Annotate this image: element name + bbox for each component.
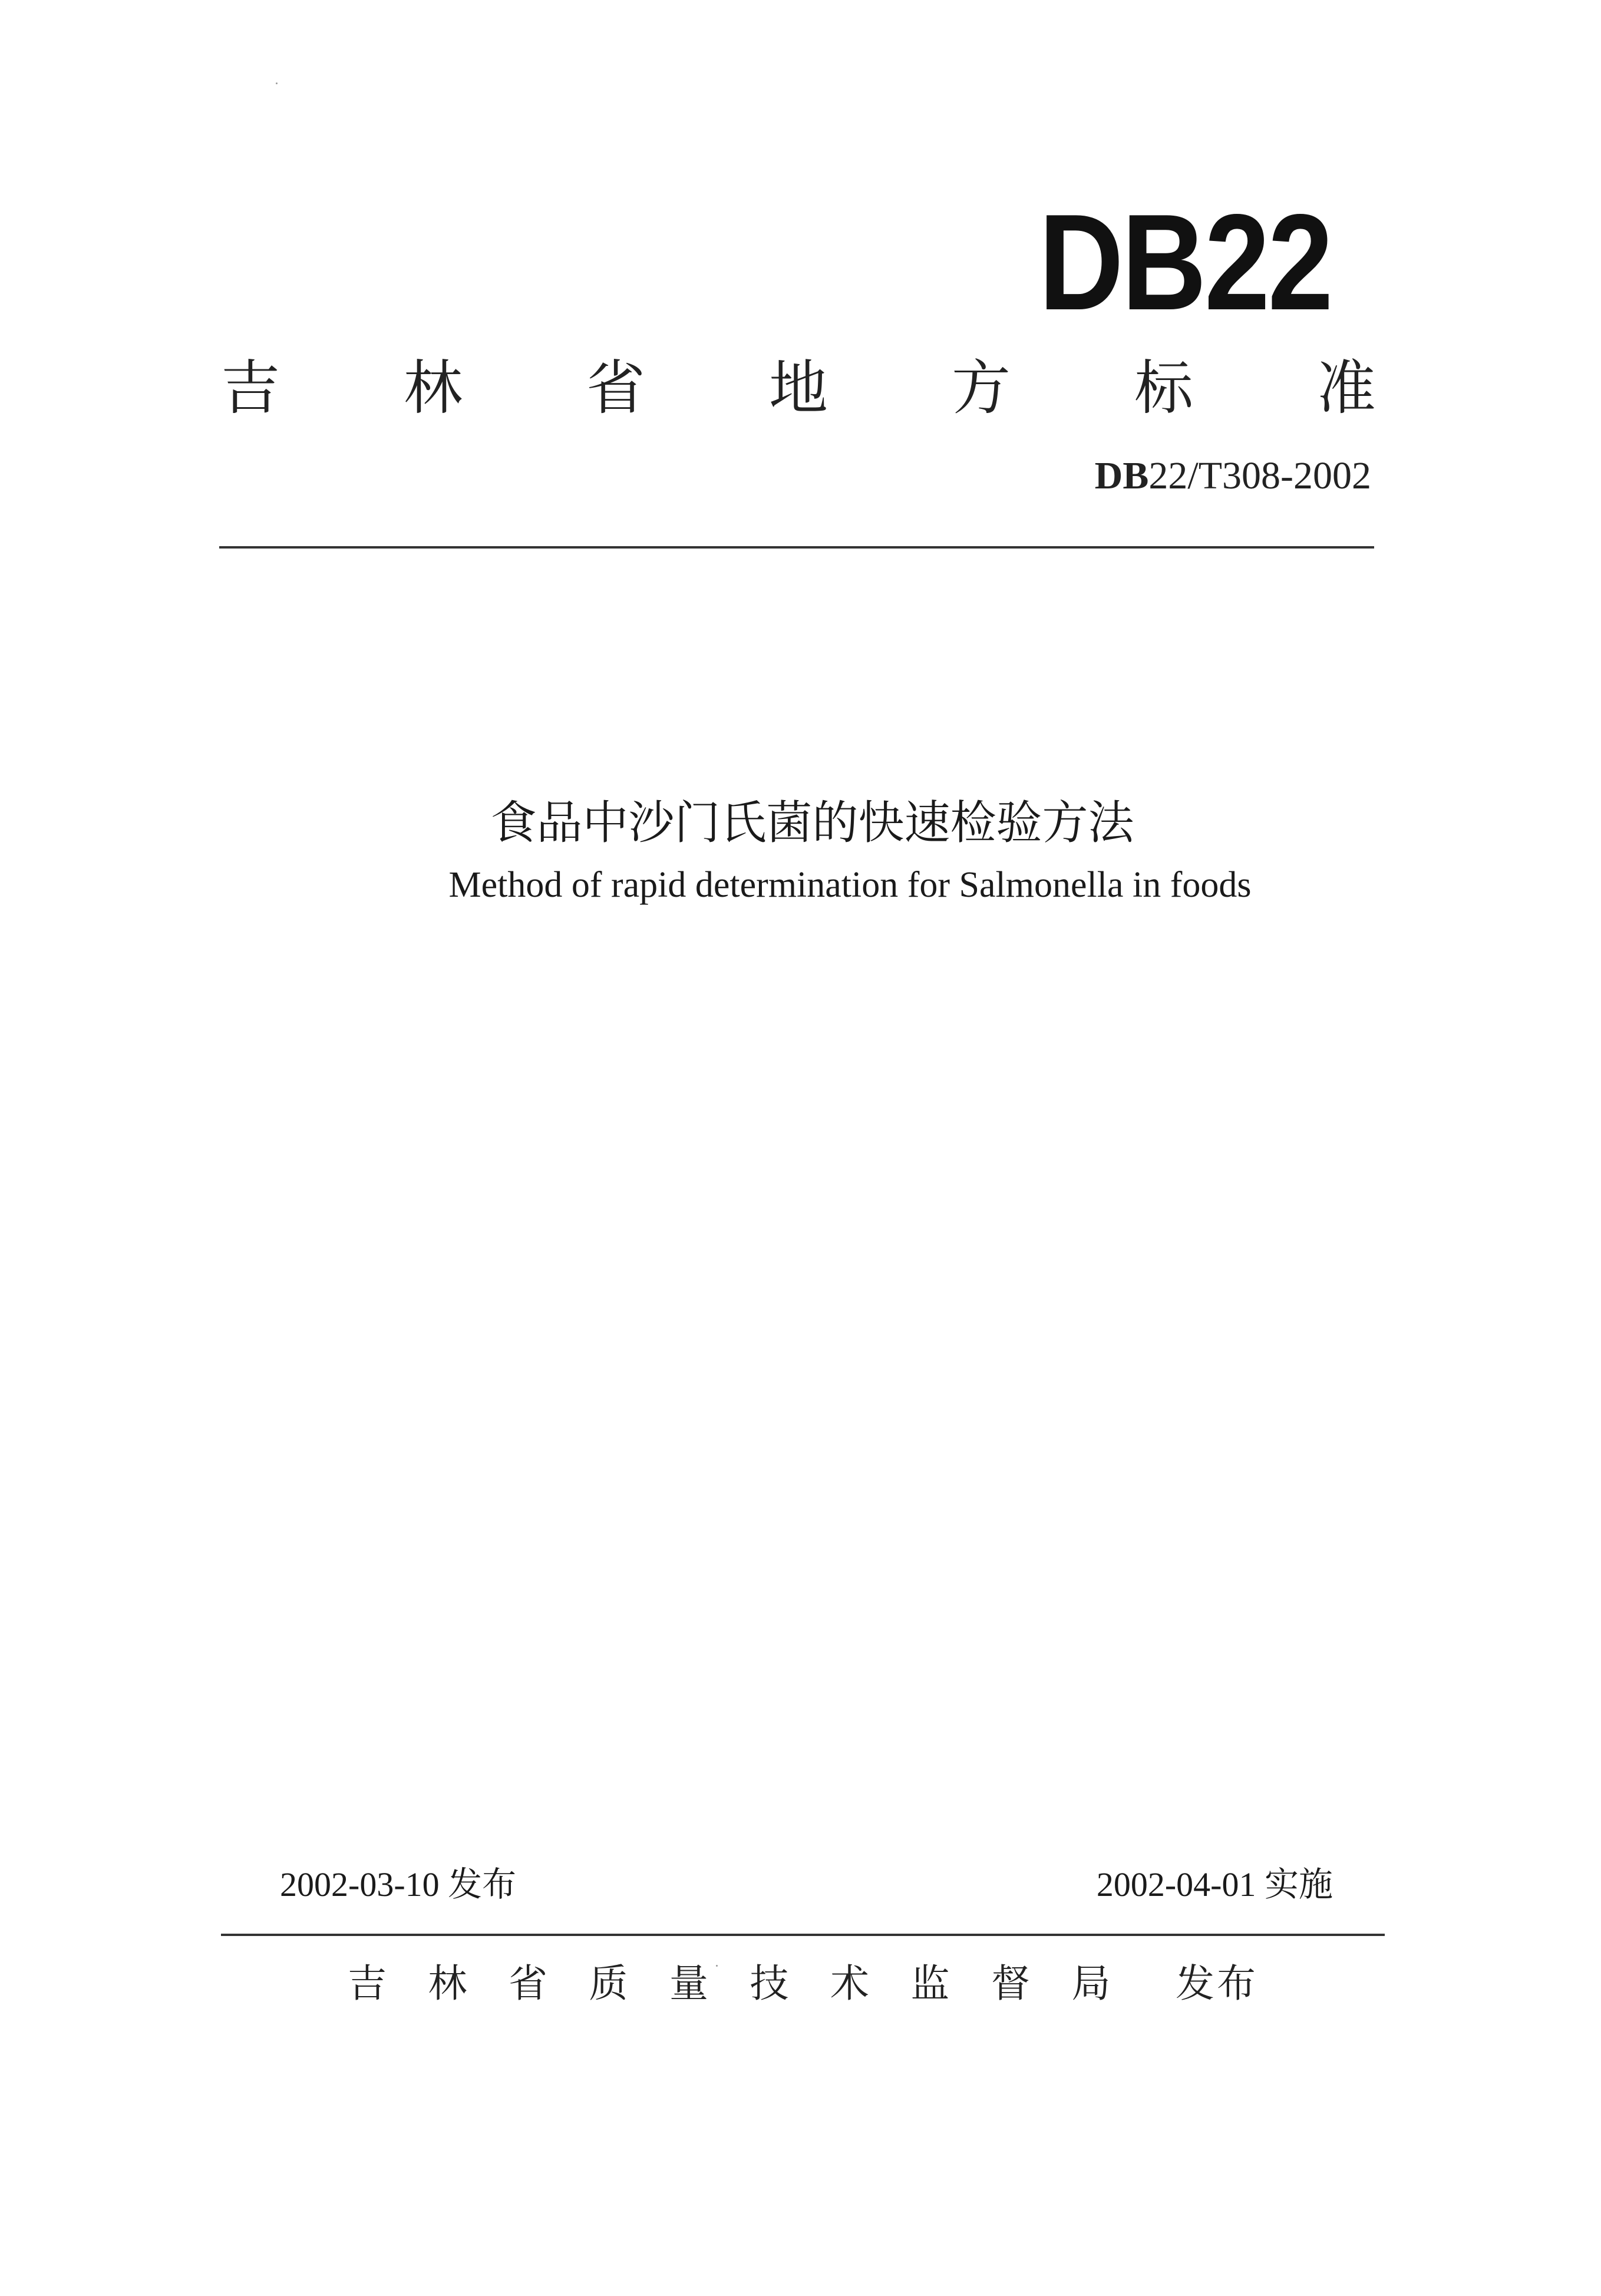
publisher-char: 量	[669, 1960, 708, 2006]
title-char: 方	[952, 354, 1011, 422]
publisher-char: 督	[991, 1960, 1030, 2006]
document-title-english: Method of rapid determination for Salmonella in foods	[448, 865, 1252, 905]
publisher-char: 吉	[348, 1960, 387, 2006]
scan-speck	[276, 82, 278, 84]
footer-divider	[221, 1934, 1385, 1936]
publisher-char: 技	[750, 1960, 789, 2006]
title-char: 林	[404, 354, 463, 422]
publish-label: 发布	[1176, 1960, 1258, 2006]
publisher-char: 监	[910, 1960, 950, 2006]
title-char: 标	[1134, 354, 1193, 422]
standard-type-title	[221, 342, 1376, 424]
publisher-char: 质	[589, 1960, 628, 2006]
publisher-char: 术	[830, 1960, 869, 2006]
publisher-char: 省	[509, 1960, 547, 2006]
effective-date: 2002-04-01 实施	[1096, 1865, 1333, 1904]
title-char: 地	[769, 354, 828, 422]
standard-code-logo: DB22	[1038, 186, 1331, 339]
publisher-char: 林	[428, 1960, 467, 2006]
title-char: 吉	[221, 354, 280, 422]
issue-date: 2002-03-10 发布	[280, 1865, 517, 1904]
publisher-line	[348, 1950, 1258, 2009]
standard-number	[1094, 454, 1371, 497]
scan-speck	[716, 1965, 718, 1967]
standard-number-rest: 22/T308-2002	[1148, 454, 1371, 497]
title-char: 准	[1317, 354, 1376, 422]
publisher-char: 局	[1071, 1960, 1111, 2006]
title-char: 省	[586, 354, 645, 422]
standard-number-prefix: DB	[1094, 454, 1149, 497]
header-divider	[219, 546, 1374, 549]
document-title-chinese: 食品中沙门氏菌的快速检验方法	[490, 797, 1134, 850]
